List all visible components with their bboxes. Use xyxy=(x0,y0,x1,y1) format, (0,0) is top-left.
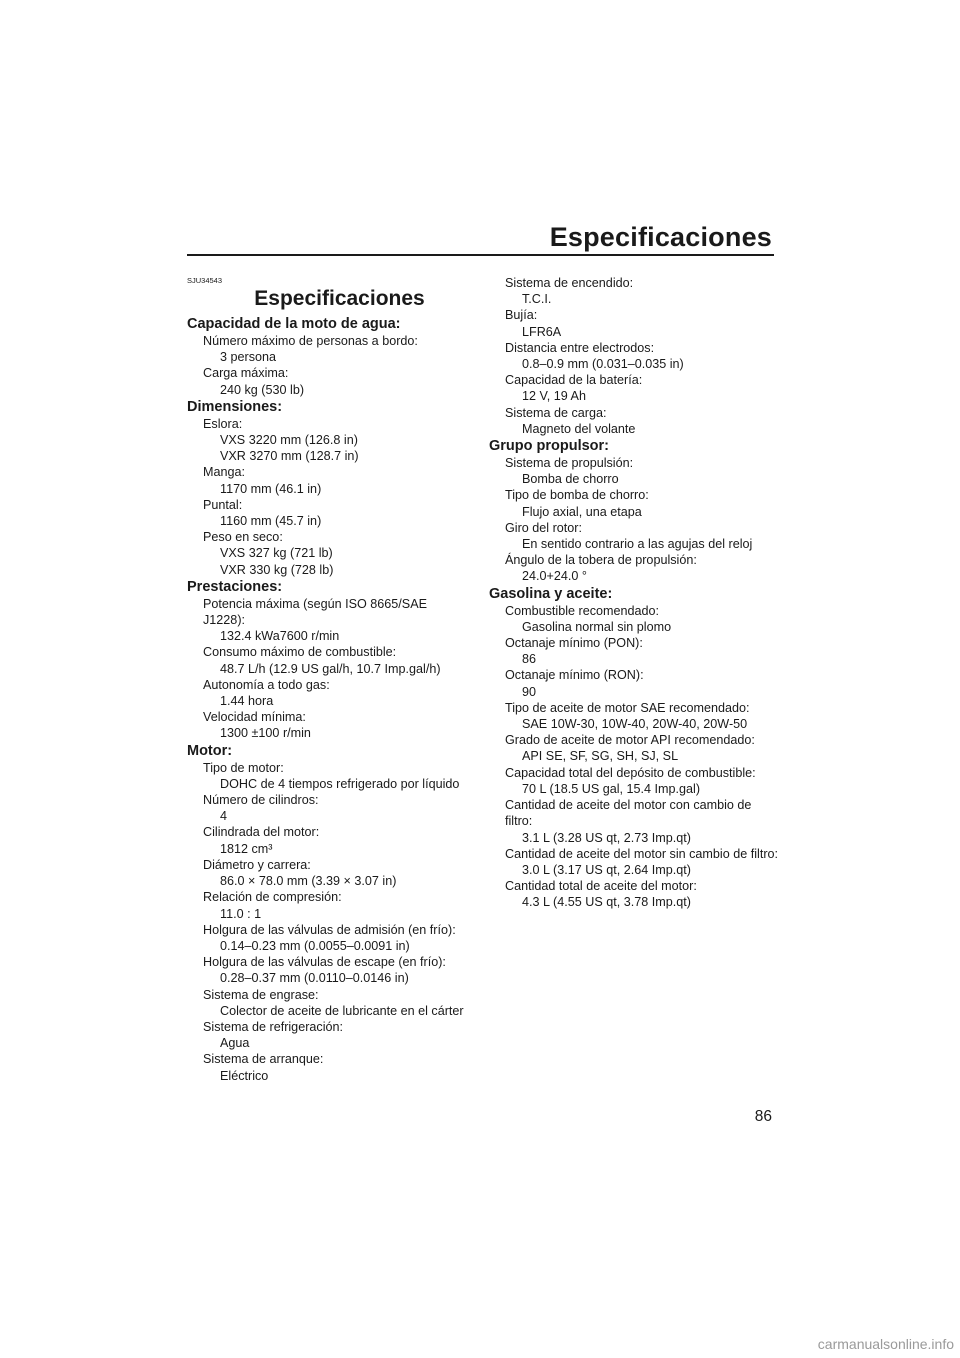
spec-value: Gasolina normal sin plomo xyxy=(522,619,672,634)
spec-item xyxy=(489,405,779,437)
group-heading: Dimensiones: xyxy=(187,398,283,415)
spec-item xyxy=(187,1051,472,1083)
spec-label: Sistema de engrase: xyxy=(203,987,319,1002)
spec-item xyxy=(489,765,779,797)
spec-value: 90 xyxy=(522,684,537,699)
spec-label: Sistema de arranque: xyxy=(203,1052,324,1067)
spec-item xyxy=(489,846,779,878)
spec-item xyxy=(489,797,779,846)
spec-item xyxy=(187,365,472,397)
spec-item xyxy=(187,529,472,578)
group-heading: Prestaciones: xyxy=(187,578,283,595)
spec-value: 3.0 L (3.17 US qt, 2.64 Imp.qt) xyxy=(522,862,691,877)
spec-label: Capacidad de la batería: xyxy=(505,373,643,388)
spec-item xyxy=(489,455,779,487)
spec-group xyxy=(489,586,779,911)
spec-value: 86.0 × 78.0 mm (3.39 × 3.07 in) xyxy=(220,874,397,889)
spec-item xyxy=(187,677,472,709)
spec-label: Giro del rotor: xyxy=(505,520,582,535)
section-title: Especificaciones xyxy=(254,287,425,310)
spec-value: 0.8–0.9 mm (0.031–0.035 in) xyxy=(522,357,684,372)
spec-label: Combustible recomendado: xyxy=(505,603,660,618)
spec-label: Número máximo de personas a bordo: xyxy=(203,334,418,348)
spec-item xyxy=(489,732,779,764)
spec-item xyxy=(489,603,779,635)
watermark: carmanualsonline.info xyxy=(817,1336,954,1352)
spec-value: VXR 330 kg (728 lb) xyxy=(220,562,334,577)
spec-label: Carga máxima: xyxy=(203,366,289,381)
spec-label: Distancia entre electrodos: xyxy=(505,340,655,355)
spec-value: 4 xyxy=(220,809,228,824)
spec-value: Bomba de chorro xyxy=(522,472,619,487)
spec-value: T.C.I. xyxy=(522,292,552,307)
spec-value: Flujo axial, una etapa xyxy=(522,504,642,519)
left-column xyxy=(187,275,472,1084)
right-top-spec-items xyxy=(489,275,779,437)
spec-label: Consumo máximo de combustible: xyxy=(203,645,397,660)
spec-value: 0.14–0.23 mm (0.0055–0.0091 in) xyxy=(220,938,410,953)
spec-item xyxy=(489,275,779,307)
spec-item xyxy=(187,644,472,676)
group-heading: Capacidad de la moto de agua: xyxy=(187,316,401,332)
spec-value: Colector de aceite de lubricante en el cárter xyxy=(220,1003,464,1018)
spec-label: Bujía: xyxy=(505,308,538,323)
spec-value: API SE, SF, SG, SH, SJ, SL xyxy=(522,749,679,764)
spec-label: Ángulo de la tobera de propulsión: xyxy=(505,553,697,568)
spec-label: Octanaje mínimo (RON): xyxy=(505,668,644,683)
spec-group xyxy=(187,743,472,1084)
spec-group xyxy=(187,316,472,398)
spec-value: 1170 mm (46.1 in) xyxy=(220,481,322,496)
spec-item xyxy=(187,596,472,645)
spec-label: Holgura de las válvulas de escape (en frío): xyxy=(203,955,446,970)
spec-value: 11.0 : 1 xyxy=(220,906,262,921)
spec-label: Sistema de propulsión: xyxy=(505,456,634,471)
spec-value: 0.28–0.37 mm (0.0110–0.0146 in) xyxy=(220,971,409,986)
spec-label: Cilindrada del motor: xyxy=(203,825,320,840)
spec-item xyxy=(489,878,779,910)
spec-label: Tipo de aceite de motor SAE recomendado: xyxy=(505,700,750,715)
spec-value: 1160 mm (45.7 in) xyxy=(220,514,322,529)
spec-value: 3.1 L (3.28 US qt, 2.73 Imp.qt) xyxy=(522,830,691,845)
spec-value: 1812 cm³ xyxy=(220,841,273,856)
spec-item xyxy=(489,340,779,372)
spec-group xyxy=(187,579,472,742)
section-code: SJU34543 xyxy=(187,276,223,285)
spec-item xyxy=(187,416,472,465)
page-header-title: Especificaciones xyxy=(549,222,772,252)
spec-value: 24.0+24.0 ° xyxy=(522,569,587,584)
spec-value: 4.3 L (4.55 US qt, 3.78 Imp.qt) xyxy=(522,895,691,910)
spec-item xyxy=(489,372,779,404)
right-spec-groups xyxy=(489,438,779,910)
spec-item xyxy=(187,333,472,365)
spec-value: Magneto del volante xyxy=(522,421,636,436)
spec-label: Cantidad de aceite del motor con cambio de filtro: xyxy=(505,798,752,829)
spec-label: Autonomía a todo gas: xyxy=(203,677,330,692)
spec-value: SAE 10W-30, 10W-40, 20W-40, 20W-50 xyxy=(522,717,748,732)
left-spec-groups xyxy=(187,316,472,1084)
spec-label: Holgura de las válvulas de admisión (en frío): xyxy=(203,922,456,937)
spec-label: Capacidad total del depósito de combustible: xyxy=(505,765,756,780)
spec-value: LFR6A xyxy=(522,324,562,339)
group-heading: Grupo propulsor: xyxy=(489,438,610,455)
spec-item xyxy=(489,667,779,699)
spec-item xyxy=(187,889,472,921)
spec-item xyxy=(489,487,779,519)
spec-value: 70 L (18.5 US gal, 15.4 Imp.gal) xyxy=(522,781,701,796)
spec-label: Número de cilindros: xyxy=(203,793,319,808)
spec-label: Eslora: xyxy=(203,416,243,431)
spec-group xyxy=(187,399,472,578)
spec-item xyxy=(489,307,779,339)
spec-value: Eléctrico xyxy=(220,1068,269,1083)
spec-item xyxy=(187,709,472,741)
spec-value: 86 xyxy=(522,652,537,667)
spec-item xyxy=(187,760,472,792)
spec-item xyxy=(489,552,779,584)
spec-item xyxy=(187,954,472,986)
spec-label: Sistema de carga: xyxy=(505,405,607,420)
spec-value: 240 kg (530 lb) xyxy=(220,382,305,397)
spec-label: Tipo de motor: xyxy=(203,760,284,775)
spec-value: DOHC de 4 tiempos refrigerado por líquido xyxy=(220,776,460,791)
spec-label: Octanaje mínimo (PON): xyxy=(505,636,643,651)
spec-value: 12 V, 19 Ah xyxy=(522,389,586,404)
spec-item xyxy=(187,987,472,1019)
spec-group xyxy=(489,438,779,585)
spec-value: 3 persona xyxy=(220,350,277,365)
spec-label: Manga: xyxy=(203,465,246,480)
spec-item xyxy=(187,1019,472,1051)
spec-label: Potencia máxima (según ISO 8665/SAE J1228): xyxy=(203,596,428,628)
spec-item xyxy=(187,857,472,889)
spec-item xyxy=(187,792,472,824)
spec-label: Sistema de refrigeración: xyxy=(203,1019,343,1034)
spec-label: Sistema de encendido: xyxy=(505,276,634,290)
spec-label: Tipo de bomba de chorro: xyxy=(505,488,649,503)
spec-item xyxy=(187,464,472,496)
header-rule xyxy=(187,254,774,256)
page-number: 86 xyxy=(754,1108,772,1125)
spec-item xyxy=(489,635,779,667)
spec-label: Cantidad de aceite del motor sin cambio de filtro: xyxy=(505,846,779,861)
spec-value: Agua xyxy=(220,1036,250,1051)
spec-item xyxy=(187,824,472,856)
group-heading: Gasolina y aceite: xyxy=(489,585,613,602)
group-heading: Motor: xyxy=(187,742,233,759)
spec-value: 48.7 L/h (12.9 US gal/h, 10.7 Imp.gal/h) xyxy=(220,661,441,676)
spec-label: Puntal: xyxy=(203,497,243,512)
spec-label: Diámetro y carrera: xyxy=(203,857,311,872)
spec-label: Relación de compresión: xyxy=(203,890,342,905)
spec-label: Peso en seco: xyxy=(203,530,283,545)
right-column xyxy=(489,275,779,911)
spec-value: En sentido contrario a las agujas del reloj xyxy=(522,537,753,552)
spec-value: 1300 ±100 r/min xyxy=(220,726,311,741)
spec-item xyxy=(489,520,779,552)
spec-item xyxy=(187,497,472,529)
spec-label: Grado de aceite de motor API recomendado: xyxy=(505,733,755,748)
spec-value: VXS 327 kg (721 lb) xyxy=(220,546,333,561)
spec-item xyxy=(187,922,472,954)
spec-label: Cantidad total de aceite del motor: xyxy=(505,879,697,894)
spec-value: 132.4 kWa7600 r/min xyxy=(220,629,340,644)
spec-item xyxy=(489,700,779,732)
spec-label: Velocidad mínima: xyxy=(203,710,306,725)
spec-value: VXS 3220 mm (126.8 in) xyxy=(220,433,358,448)
spec-value: VXR 3270 mm (128.7 in) xyxy=(220,449,359,464)
spec-value: 1.44 hora xyxy=(220,694,274,709)
